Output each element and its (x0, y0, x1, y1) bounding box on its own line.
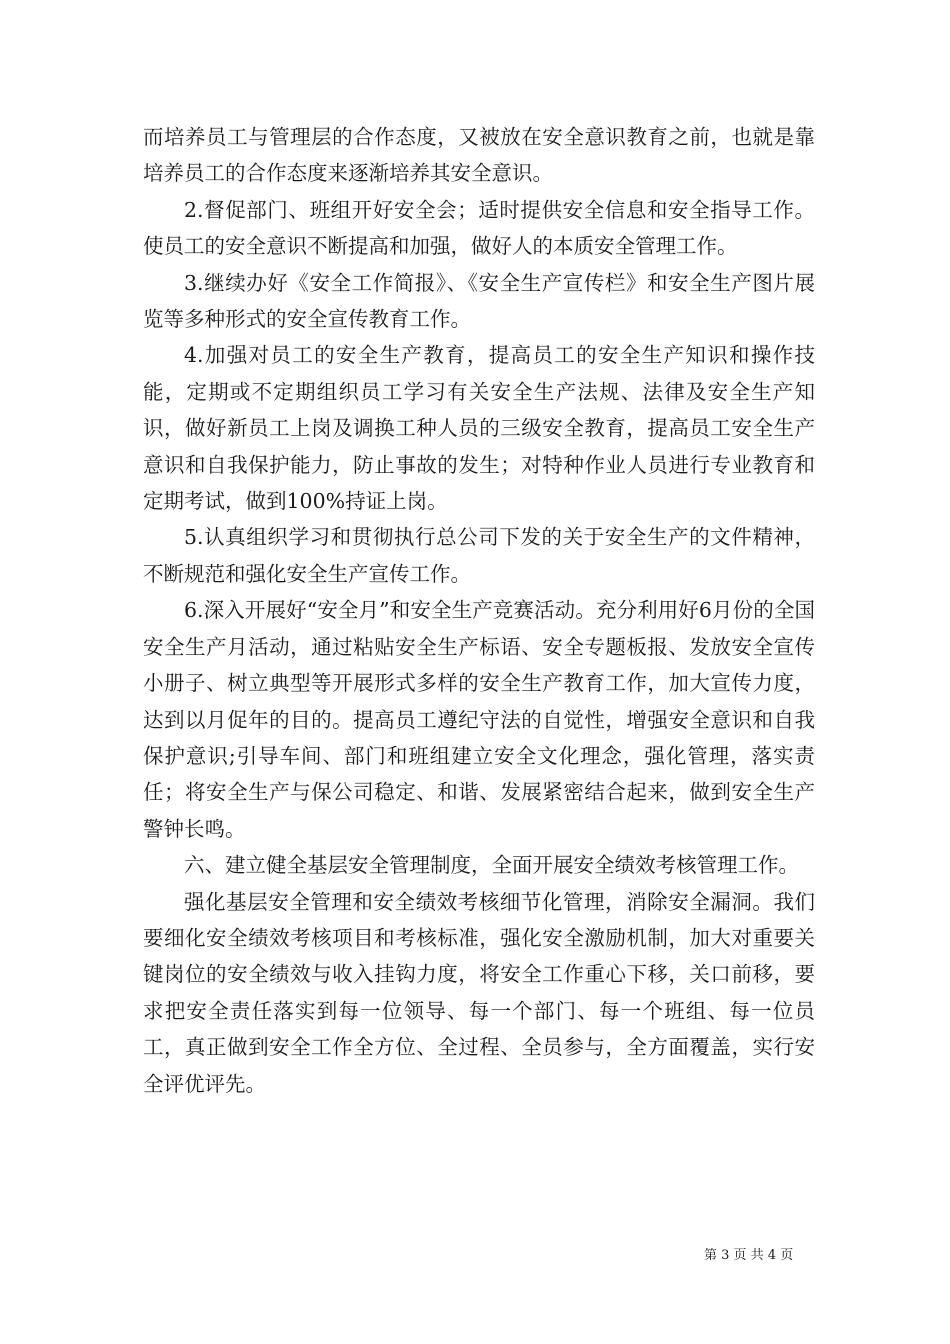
paragraph-item-4: 4.加强对员工的安全生产教育，提高员工的安全生产知识和操作技能，定期或不定期组织员工学习有关安全生产法规、法律及安全生产知识，做好新员工上岗及调换工种人员的三级安全教育，提高员工安全生产意识和自我保护能力，防止事故的发生；对特种作业人员进行专业教育和定期考试，做到100%持证上岗。 (143, 343, 815, 514)
paragraph-item-3: 3.继续办好《安全工作简报》、《安全生产宣传栏》和安全生产图片展览等多种形式的安全宣传教育工作。 (143, 270, 815, 332)
paragraph-continuation: 而培养员工与管理层的合作态度，又被放在安全意识教育之前，也就是靠培养员工的合作态度来逐渐培养其安全意识。 (143, 125, 815, 186)
section-heading-six: 六、建立健全基层安全管理制度，全面开展安全绩效考核管理工作。 (184, 853, 799, 878)
paragraph-item-6: 6.深入开展好“安全月”和安全生产竞赛活动。充分利用好6月份的全国安全生产月活动，通过粘贴安全生产标语、安全专题板报、发放安全宣传小册子、树立典型等开展形式多样的安全生产教育工作，加大宣传力度，达到以月促年的目的。提高员工遵纪守法的自觉性，增强安全意识和自我保护意识;引导车间、部门和班组建立安全文化理念，强化管理，落实责任；将安全生产与保公司稳定、和谐、发展紧密结合起来，做到安全生产警钟长鸣。 (143, 598, 815, 841)
paragraph-item-5: 5.认真组织学习和贯彻执行总公司下发的关于安全生产的文件精神，不断规范和强化安全生产宣传工作。 (143, 525, 815, 586)
document-body (143, 119, 815, 1102)
page-number: 第 3 页 共 4 页 (704, 1248, 794, 1263)
paragraph-item-2: 2.督促部门、班组开好安全会；适时提供安全信息和安全指导工作。使员工的安全意识不断提高和加强，做好人的本质安全管理工作。 (143, 197, 815, 259)
paragraph-section-six-body: 强化基层安全管理和安全绩效考核细节化管理，消除安全漏洞。我们要细化安全绩效考核项目和考核标准，强化安全激励机制，加大对重要关键岗位的安全绩效与收入挂钩力度，将安全工作重心下移，关口前移，要求把安全责任落实到每一位领导、每一个部门、每一个班组、每一位员工，真正做到安全工作全方位、全过程、全员参与，全方面覆盖，实行安全评优评先。 (143, 889, 815, 1096)
